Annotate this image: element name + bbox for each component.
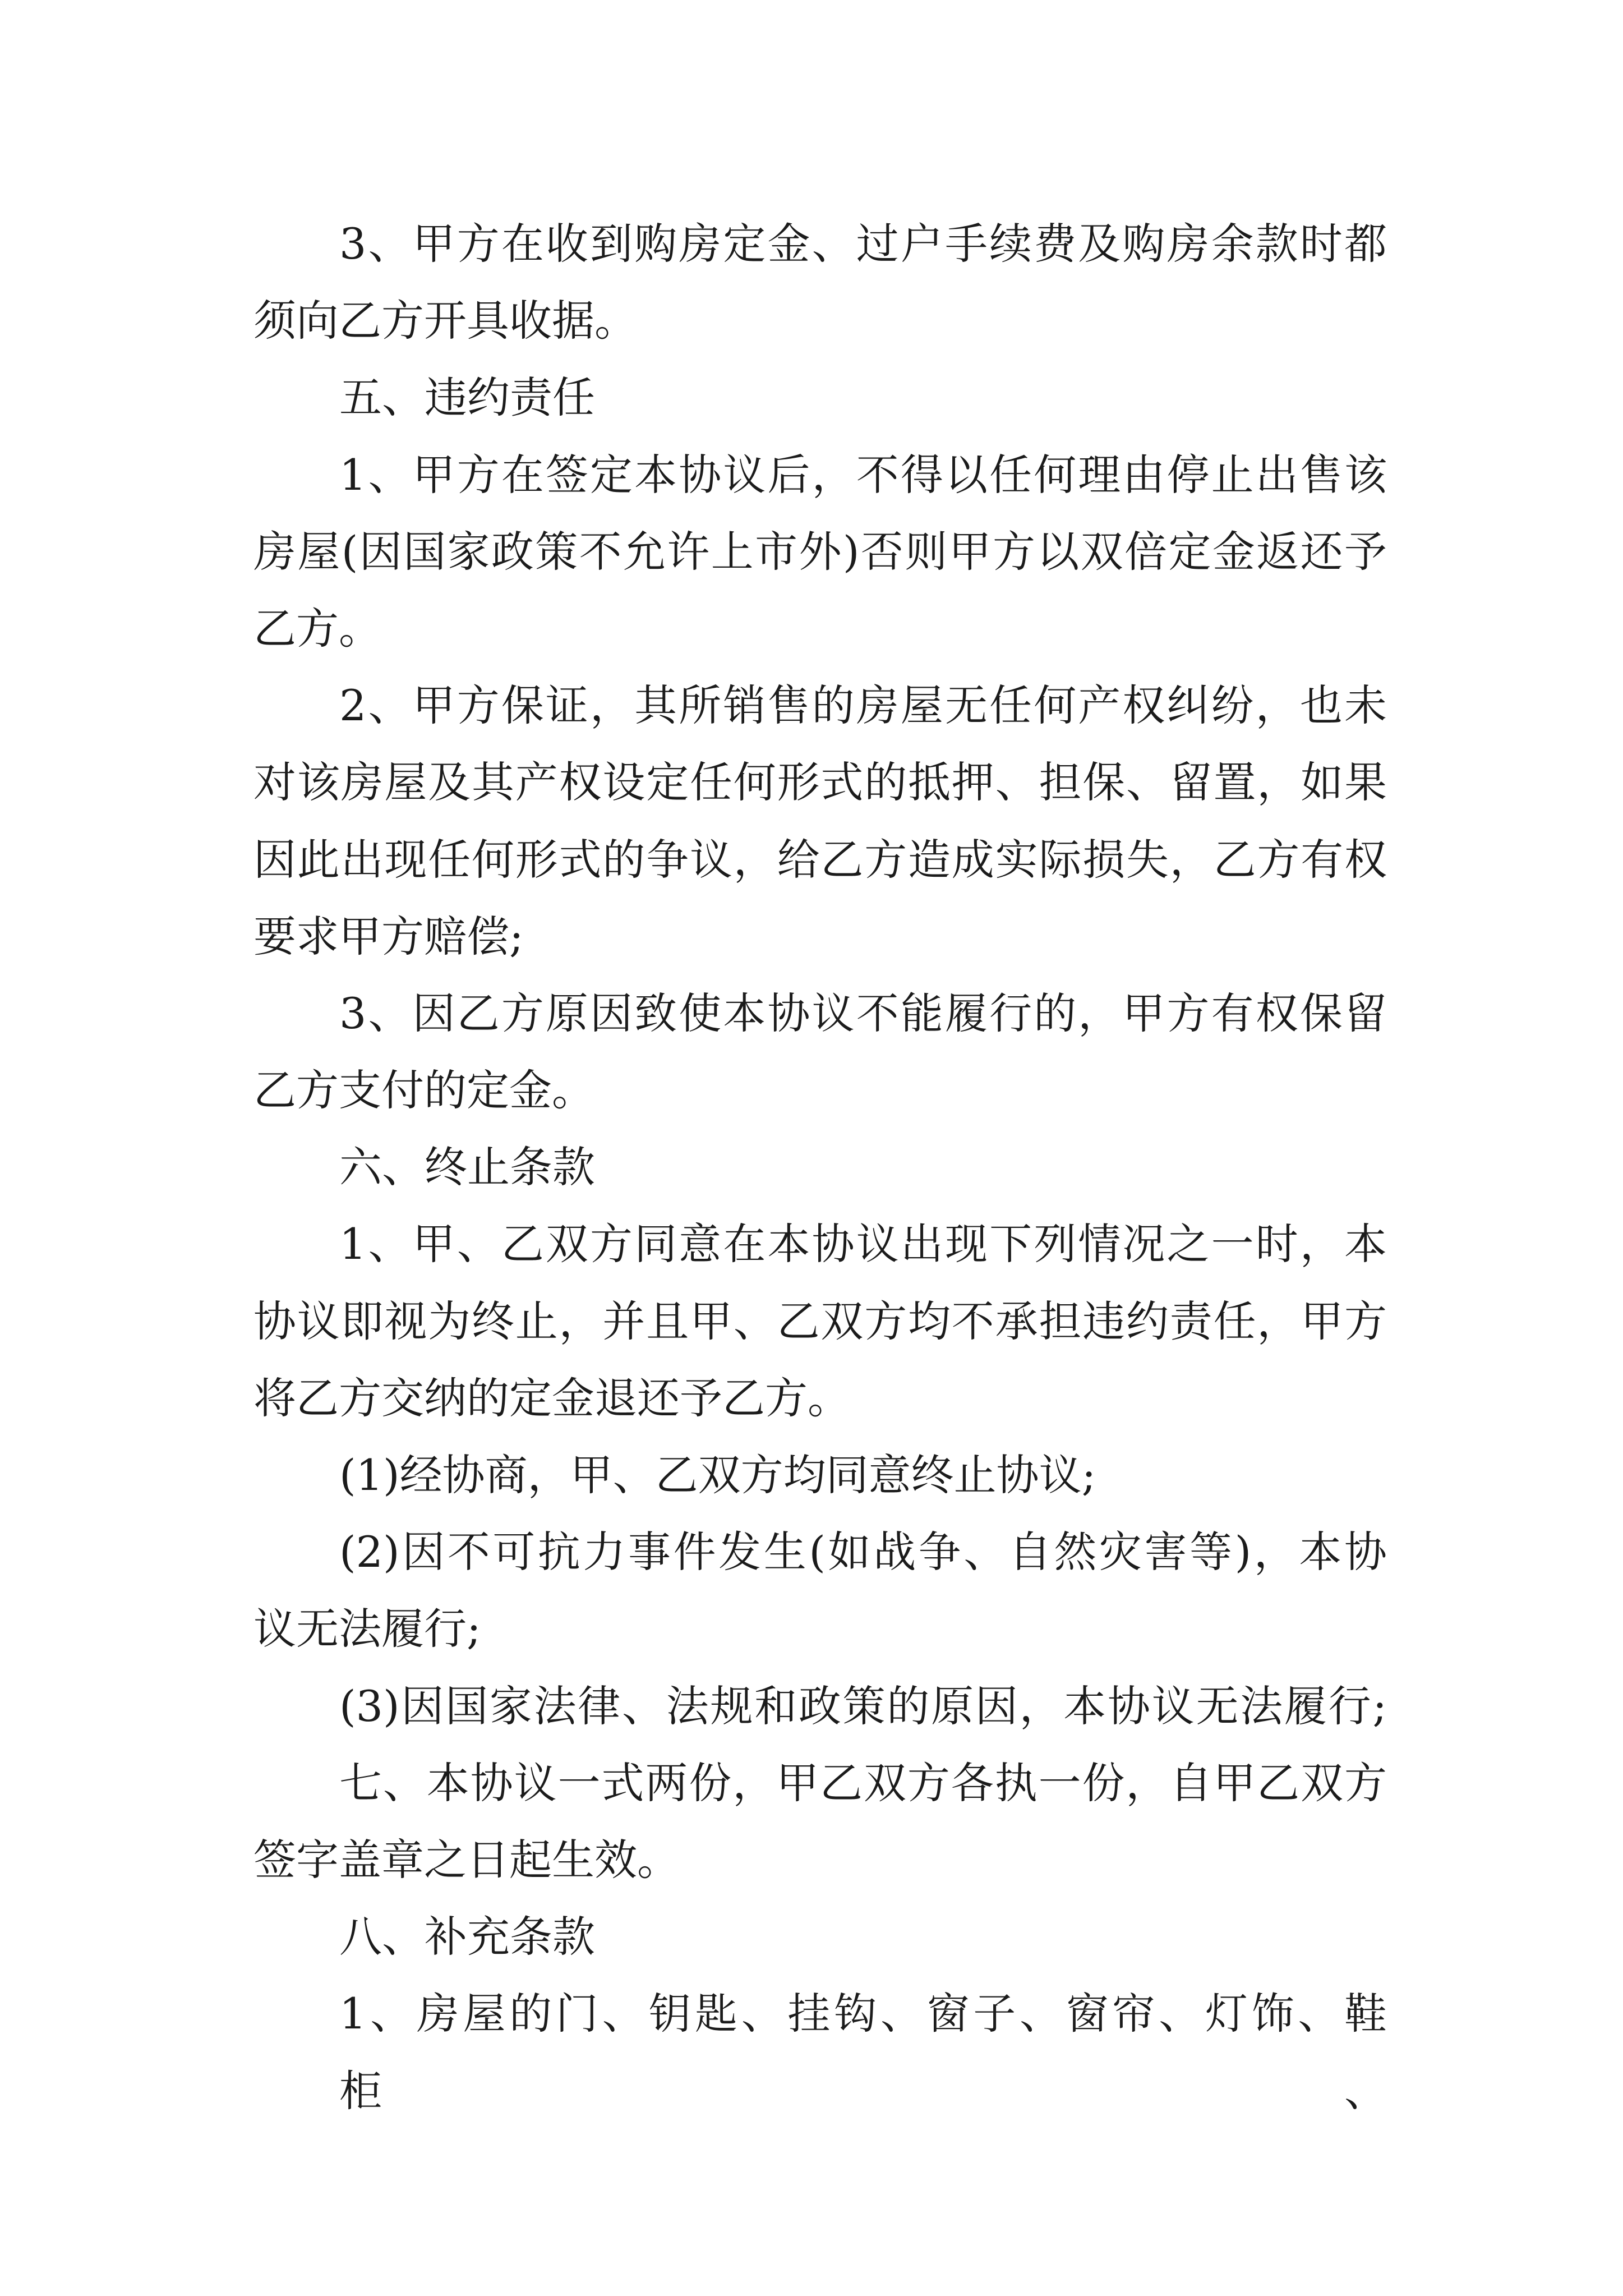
section-heading-termination: [253, 1129, 1387, 1205]
paragraph-line: 议无法履行;: [253, 1604, 481, 1654]
paragraph-receipt: [253, 205, 1387, 359]
paragraph-line: 1、甲方在签定本协议后，不得以任何理由停止出售该: [339, 449, 1387, 500]
document-body: [253, 205, 1387, 2116]
paragraph-line: 签字盖章之日起生效。: [253, 1834, 680, 1885]
paragraph-line: 房屋(因国家政策不允许上市外)否则甲方以双倍定金返还予: [253, 526, 1387, 577]
paragraph-breach-2: [253, 667, 1387, 975]
paragraph-line: (2)因不可抗力事件发生(如战争、自然灾害等)，本协: [339, 1527, 1387, 1577]
paragraph-line: 3、因乙方原因致使本协议不能履行的，甲方有权保留: [339, 988, 1387, 1038]
paragraph-line: 将乙方交纳的定金退还予乙方。: [253, 1373, 850, 1423]
paragraph-line: 对该房屋及其产权设定任何形式的抵押、担保、留置，如果: [253, 757, 1387, 808]
paragraph-termination-item-1: [253, 1437, 1387, 1513]
paragraph-termination-1: [253, 1205, 1387, 1437]
paragraph-line: 3、甲方在收到购房定金、过户手续费及购房余款时都: [339, 219, 1387, 269]
paragraph-line: (3)因国家法律、法规和政策的原因，本协议无法履行;: [339, 1681, 1387, 1731]
section-heading: 五、违约责任: [339, 372, 595, 423]
paragraph-line: 2、甲方保证，其所销售的房屋无任何产权纠纷，也未: [339, 680, 1387, 731]
paragraph-termination-item-3: [253, 1668, 1387, 1745]
paragraph-line: 协议即视为终止，并且甲、乙双方均不承担违约责任，甲方: [253, 1296, 1387, 1346]
paragraph-termination-item-2: [253, 1513, 1387, 1667]
paragraph-breach-3: [253, 975, 1387, 1129]
paragraph-line: 1、房屋的门、钥匙、挂钩、窗子、窗帘、灯饰、鞋柜、: [339, 1989, 1387, 2116]
section-heading: 八、补充条款: [339, 1912, 595, 1962]
section-heading-breach: [253, 359, 1387, 436]
paragraph-line: 1、甲、乙双方同意在本协议出现下列情况之一时，本: [339, 1219, 1387, 1269]
paragraph-line: (1)经协商，甲、乙双方均同意终止协议;: [339, 1450, 1096, 1500]
paragraph-line: 七、本协议一式两份，甲乙双方各执一份，自甲乙双方: [339, 1757, 1387, 1808]
paragraph-line: 乙方。: [253, 603, 381, 654]
paragraph-breach-1: [253, 436, 1387, 668]
paragraph-copies: [253, 1745, 1387, 1898]
paragraph-line: 要求甲方赔偿;: [253, 911, 524, 961]
paragraph-supplementary-1: [253, 1975, 1387, 2116]
section-heading-supplementary: [253, 1898, 1387, 1975]
section-heading: 六、终止条款: [339, 1142, 595, 1193]
paragraph-line: 须向乙方开具收据。: [253, 296, 637, 346]
paragraph-line: 因此出现任何形式的争议，给乙方造成实际损失，乙方有权: [253, 834, 1387, 885]
paragraph-line: 乙方支付的定金。: [253, 1065, 594, 1116]
